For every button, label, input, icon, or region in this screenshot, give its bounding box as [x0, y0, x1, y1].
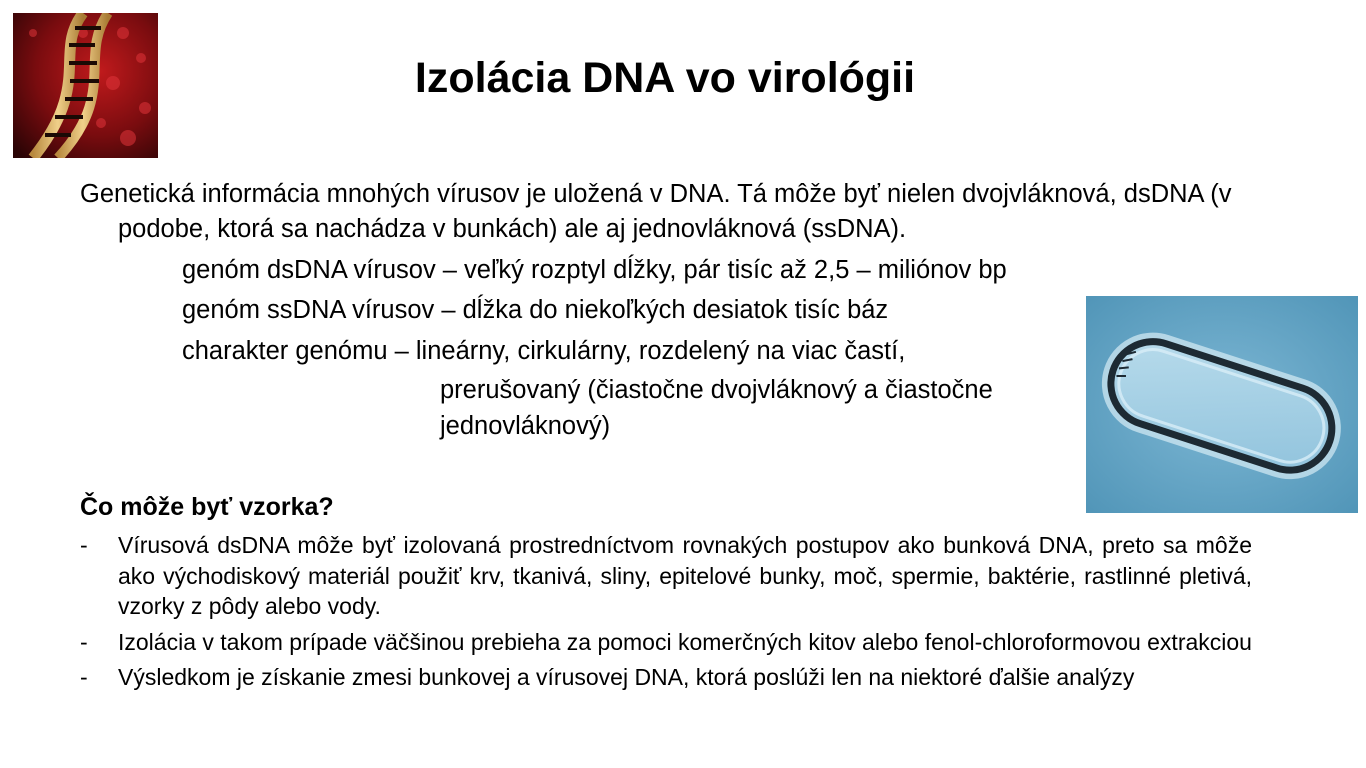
sub-item-dsdna: genóm dsDNA vírusov – veľký rozptyl dĺžky, pár tisíc až 2,5 – miliónov bp	[182, 256, 1007, 284]
sub-item-ssdna: genóm ssDNA vírusov – dĺžka do niekoľkých desiatok tisíc báz	[182, 296, 889, 324]
bullet-text: Vírusová dsDNA môže byť izolovaná prostredníctvom rovnakých postupov ako bunková DNA, preto sa môže ako východiskový materiál použiť krv, tkanivá, sliny, epitelové bunky, moč, spermie, baktérie, rastlinné pletivá, vzorky z pôdy alebo vody.	[118, 532, 1252, 619]
bullet-dash: -	[80, 628, 88, 655]
bullet-dash: -	[80, 532, 88, 558]
bullet-text: Izolácia v takom prípade väčšinou prebieha za pomoci komerčných kitov alebo fenol-chloroformovou extrakciou	[118, 628, 1252, 655]
sub-item-genome-character: charakter genómu – lineárny, cirkulárny, rozdelený na viac častí,	[182, 337, 906, 365]
sample-bullet-list	[80, 530, 1252, 698]
bullet-text: Výsledkom je získanie zmesi bunkovej a vírusovej DNA, ktorá poslúži len na niektoré ďalšie analýzy	[118, 664, 1135, 690]
list-item	[80, 662, 1252, 693]
sub-item-continuation-2: jednovláknový)	[440, 412, 611, 440]
slide-title: Izolácia DNA vo virológii	[414, 54, 916, 102]
list-item	[80, 627, 1252, 658]
sub-item-continuation-1: prerušovaný (čiastočne dvojvláknový a čiastočne	[440, 376, 993, 404]
dna-helix-image	[13, 13, 158, 158]
virus-micrograph-image	[1086, 296, 1358, 513]
bullet-dash: -	[80, 664, 88, 690]
list-item	[80, 530, 1252, 622]
sample-question-heading: Čo môže byť vzorka?	[80, 493, 334, 521]
intro-paragraph: Genetická informácia mnohých vírusov je uložená v DNA. Tá môže byť nielen dvojvláknová, dsDNA (v podobe, ktorá sa nachádza v bunkách) ale aj jednovláknová (ssDNA).	[80, 180, 1232, 243]
